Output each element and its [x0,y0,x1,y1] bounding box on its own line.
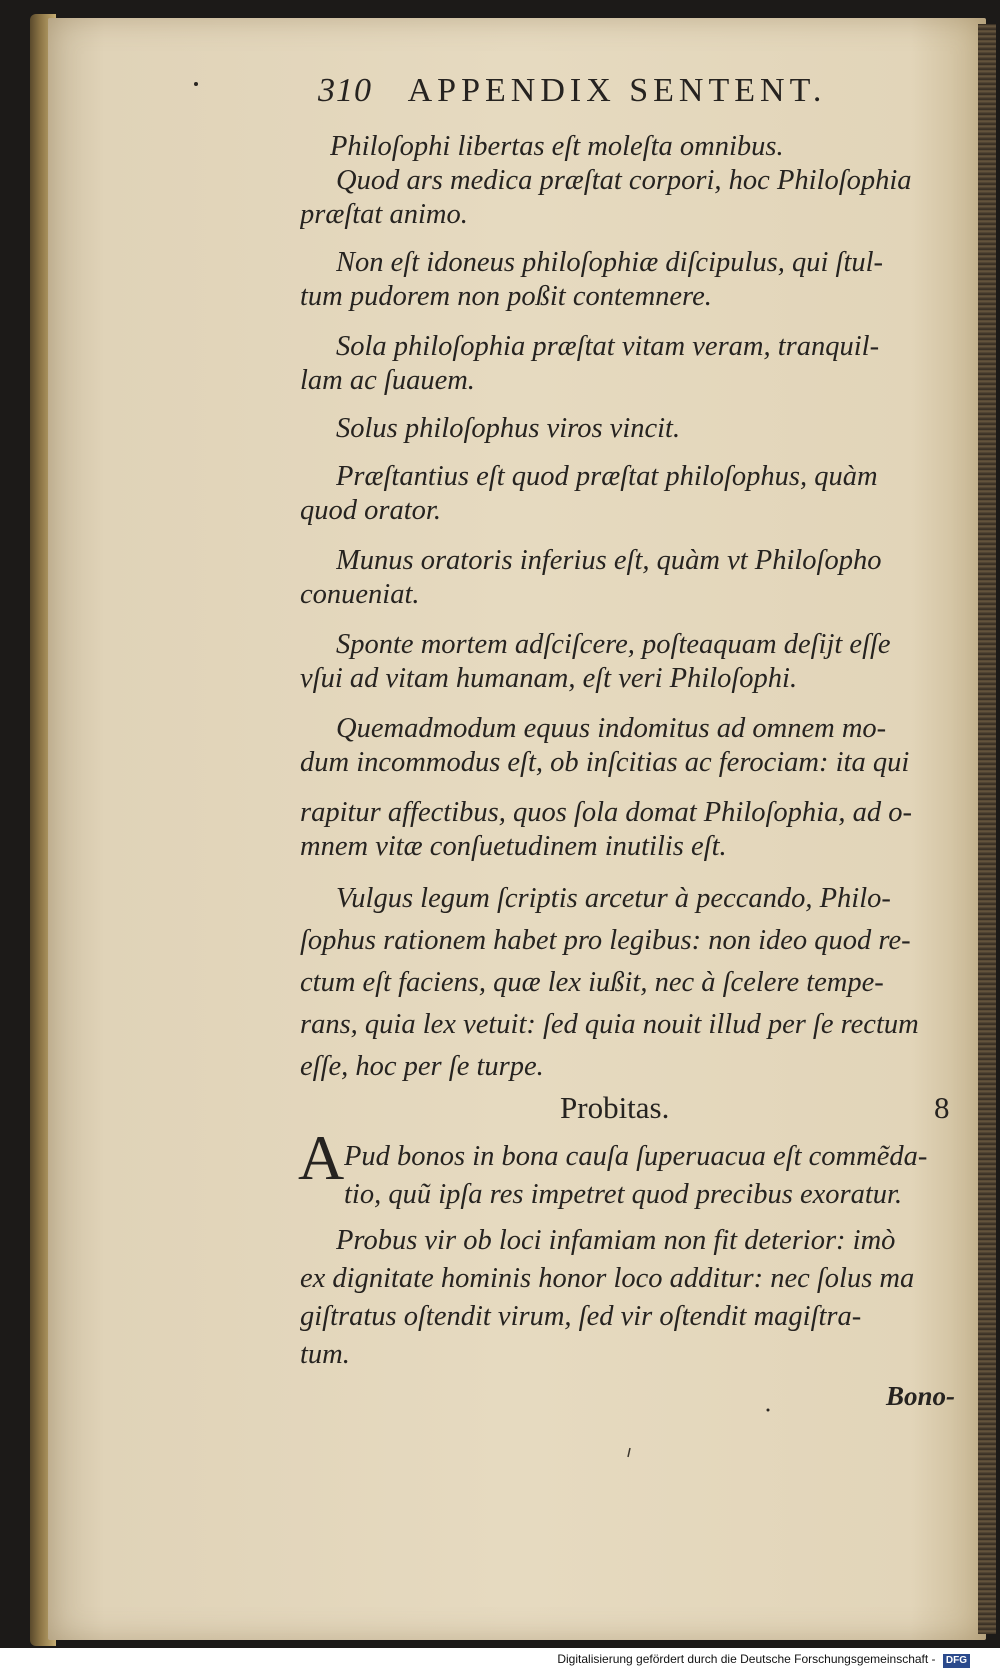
text-line: Præſtantius eſt quod præſtat philoſophus, quàm [336,461,878,492]
text-line: Philoſophi libertas eſt moleſta omnibus. [330,131,784,162]
text-line: Munus oratoris inferius eſt, quàm vt Philoſopho [336,545,882,576]
text-line: ex dignitate hominis honor loco additur: nec ſolus ma [300,1263,915,1294]
text-line: mnem vitæ conſuetudinem inutilis eſt. [300,831,727,862]
ink-mark [628,1448,630,1457]
text-line: eſſe, hoc per ſe turpe. [300,1051,544,1082]
catchword: Bono- [886,1381,956,1411]
text-line: quod orator. [300,495,441,526]
text-line: Quemadmodum equus indomitus ad omnem mo- [336,713,887,744]
text-line: dum incommodus eſt, ob inſcitias ac ferociam: ita qui [300,747,910,778]
text-line: Solus philoſophus viros vincit. [336,413,681,444]
text-line: ctum eſt faciens, quæ lex iußit, nec à ſcelere tempe- [300,967,884,998]
text-line: præſtat animo. [300,199,468,230]
text-line: Sponte mortem adſciſcere, poſteaquam deſijt eſſe [336,629,891,660]
text-line: ſophus rationem habet pro legibus: non ideo quod re- [300,925,911,956]
text-line: Non eſt idoneus philoſophiæ diſcipulus, qui ſtul- [336,247,884,278]
text-line: Pud bonos in bona cauſa ſuperuacua eſt commẽda- [344,1141,928,1172]
text-line: Probus vir ob loci infamiam non fit deterior: imò [336,1225,896,1256]
text-line: conueniat. [300,579,420,610]
text-line: giſtratus oſtendit virum, ſed vir oſtendit magiſtra- [300,1301,862,1332]
ink-speck [767,1409,770,1412]
text-line: Quod ars medica præſtat corpori, hoc Philoſophia [336,165,912,196]
section-title: Probitas. [560,1090,670,1125]
running-title: APPENDIX SENTENT. [407,72,827,109]
section-number: 8 [934,1090,950,1125]
digitization-footer [0,1648,1000,1670]
text-line: rans, quia lex vetuit: ſed quia nouit illud per ſe rectum [300,1009,919,1040]
text-line: rapitur affectibus, quos ſola domat Philoſophia, ad o- [300,797,912,828]
dfg-logo: DFG [943,1654,970,1668]
text-line: tum. [300,1339,350,1370]
drop-capital: A [298,1122,345,1193]
text-line: lam ac ſuauem. [300,365,475,396]
page-number: 310 [318,72,372,109]
text-line: tio, quũ ipſa res impetret quod precibus exoratur. [344,1179,903,1210]
text-line: vſui ad vitam humanam, eſt veri Philoſophi. [300,663,798,694]
footer-credit: Digitalisierung gefördert durch die Deutsche Forschungsgemeinschaft - [557,1652,936,1666]
text-line: Sola philoſophia præſtat vitam veram, tranquil- [336,331,880,362]
text-line: tum pudorem non poßit contemnere. [300,281,712,312]
text-line: Vulgus legum ſcriptis arcetur à peccando, Philo- [336,883,891,914]
ink-speck [194,82,198,86]
